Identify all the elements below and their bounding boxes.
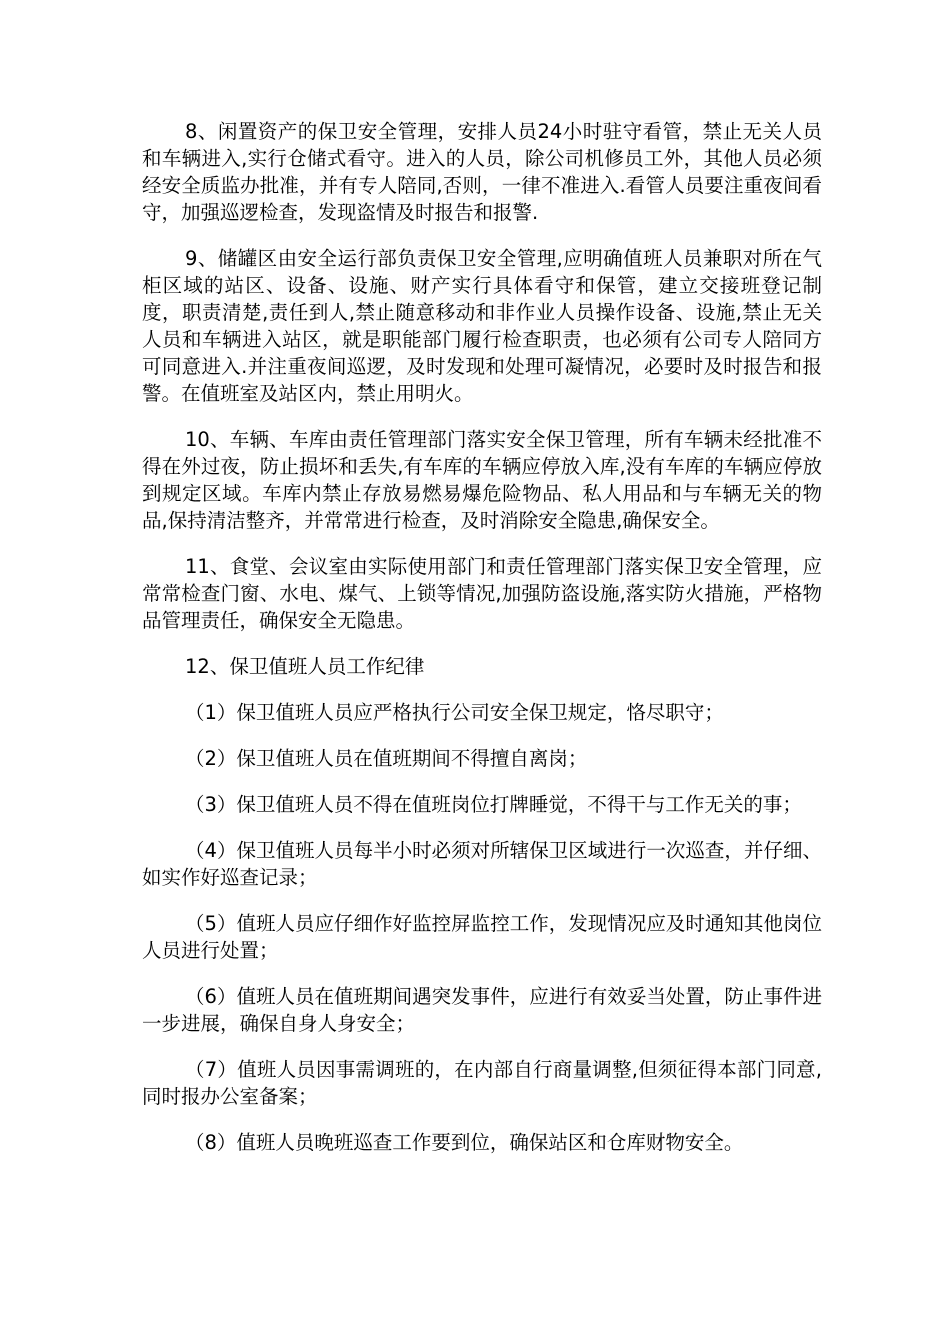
list-item: （8）值班人员晚班巡查工作要到位，确保站区和仓库财物安全。 xyxy=(185,1131,744,1154)
section-12-heading: 12、保卫值班人员工作纪律 xyxy=(185,655,425,678)
paragraph-11: 11、食堂、会议室由实际使用部门和责任管理部门落实保卫安全管理，应常常检查门窗、水电、煤气、上锁等情况,加强防盗设施,落实防火措施，严格物品管理责任，确保安全无隐患。 xyxy=(142,555,822,632)
list-item: （3）保卫值班人员不得在值班岗位打牌睡觉，不得干与工作无关的事； xyxy=(185,793,802,816)
paragraph-9: 9、储罐区由安全运行部负责保卫安全管理,应明确值班人员兼职对所在气柜区域的站区、设备、设施、财产实行具体看守和保管，建立交接班登记制度，职责清楚,责任到人,禁止随意移动和非作业人员操作设备、设施,禁止无关人员和车辆进入站区，就是职能部门履行检查职责，也必须有公司专人陪同方可同意进入.并注重夜间巡逻，及时发现和处理可凝情况，必要时及时报告和报警。在值班室及站区内，禁止用明火。 xyxy=(142,247,822,405)
document-body xyxy=(142,118,822,1175)
paragraph-10: 10、车辆、车库由责任管理部门落实安全保卫管理，所有车辆未经批准不得在外过夜，防止损坏和丢失,有车库的车辆应停放入库,没有车库的车辆应停放到规定区域。车库内禁止存放易燃易爆危险物品、私人用品和与车辆无关的物品,保持清洁整齐，并常常进行检查，及时消除安全隐患,确保安全。 xyxy=(142,428,822,532)
list-item: （2）保卫值班人员在值班期间不得擅自离岗； xyxy=(185,747,588,770)
paragraph-8: 8、闲置资产的保卫安全管理，安排人员24小时驻守看管，禁止无关人员和车辆进入,实行仓储式看守。进入的人员，除公司机修员工外，其他人员必须经安全质监办批准，并有专人陪同,否则，一律不准进入.看管人员要注重夜间看守，加强巡逻检查，发现盗情及时报告和报警. xyxy=(142,120,822,224)
list-item: （1）保卫值班人员应严格执行公司安全保卫规定，恪尽职守； xyxy=(185,701,724,724)
list-item: （4）保卫值班人员每半小时必须对所辖保卫区域进行一次巡查，并仔细、如实作好巡查记录； xyxy=(142,839,822,889)
list-item: （7）值班人员因事需调班的，在内部自行商量调整,但须征得本部门同意,同时报办公室备案； xyxy=(142,1058,822,1108)
list-item: （6）值班人员在值班期间遇突发事件，应进行有效妥当处置，防止事件进一步进展，确保自身人身安全； xyxy=(142,985,822,1035)
list-item: （5）值班人员应仔细作好监控屏监控工作，发现情况应及时通知其他岗位人员进行处置； xyxy=(142,912,822,962)
